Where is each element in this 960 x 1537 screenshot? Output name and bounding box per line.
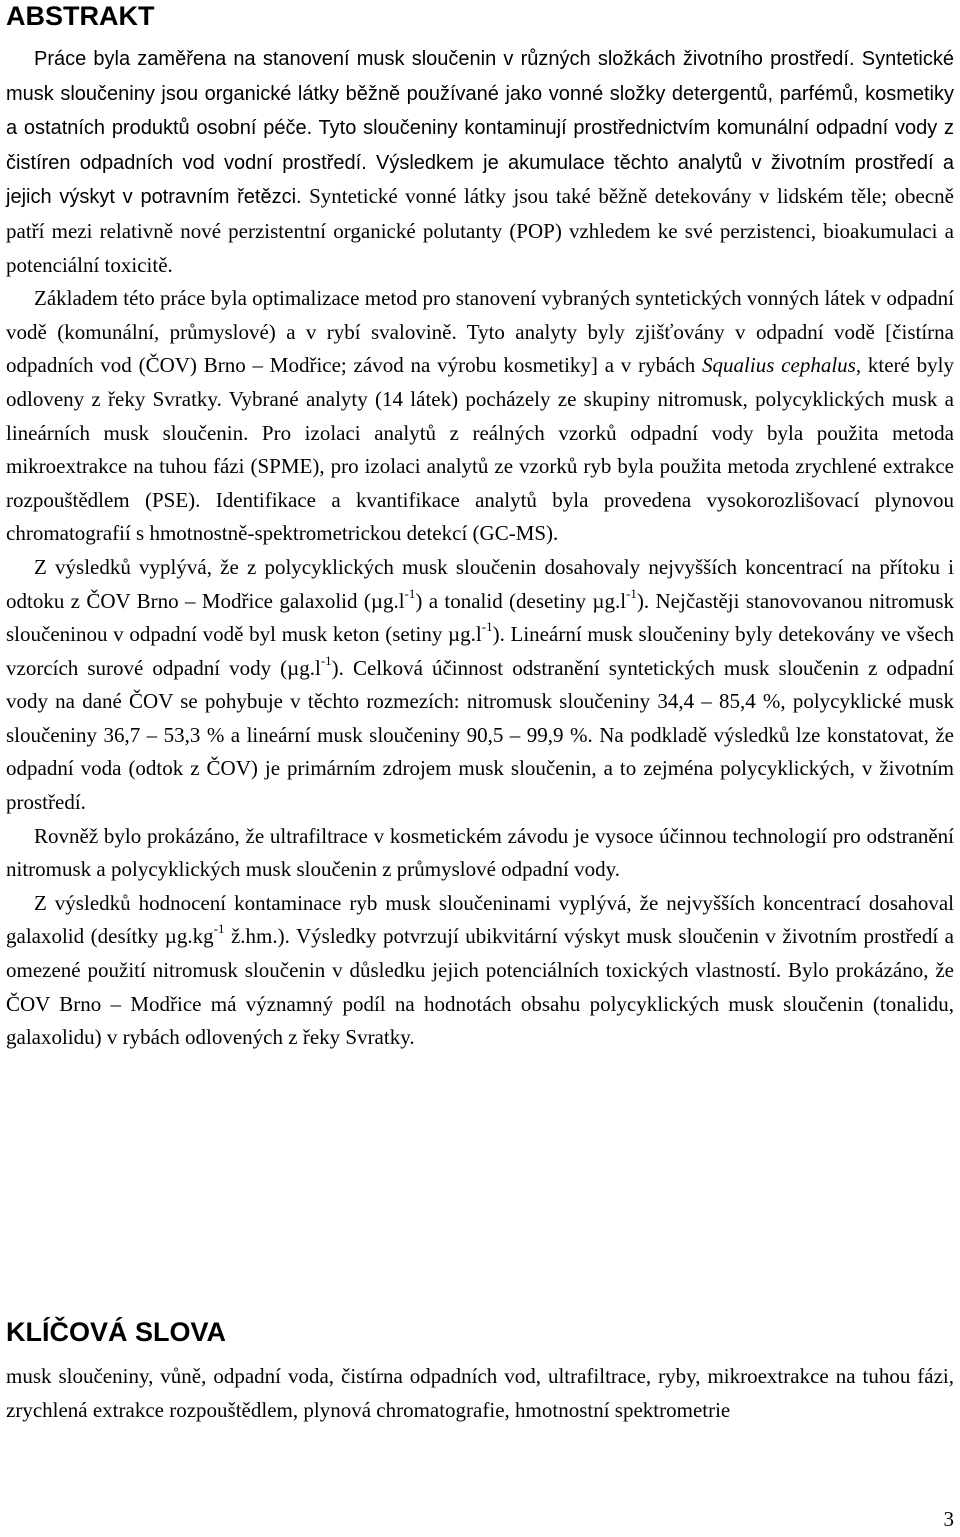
abstract-paragraph-1 <box>6 42 954 282</box>
abstract-paragraph-2 <box>6 282 954 551</box>
keywords-list: musk sloučeniny, vůně, odpadní voda, čistírna odpadních vod, ultrafiltrace, ryby, mikroextrakce na tuhou fázi, zrychlená extrakce rozpouštědlem, plynová chromatografie, hmotnostní spektrometrie <box>6 1364 954 1422</box>
keywords-heading: KLÍČOVÁ SLOVA <box>6 1317 227 1347</box>
abstract-p2-text-b: , které byly odloveny z řeky Svratky. Vybrané analyty (14 látek) pocházely ze skupiny nitromusk, polycyklických musk a lineárních musk sloučenin. Pro izolaci analytů z reálných vzorků odpadní vody byla použita metoda mikroextrakce na tuhou fázi (SPME), pro izolaci analytů ze vzorků ryb byla použita metoda zrychlené extrakce rozpouštědlem (PSE). Identifikace a kvantifikace analytů byla provedena vysokorozlišovací plynovou chromatografií s hmotnostně-spektrometrickou detekcí (GC-MS). <box>6 353 954 546</box>
abstract-paragraph-4: Rovněž bylo prokázáno, že ultrafiltrace v kosmetickém závodu je vysoce účinnou technologií pro odstranění nitromusk a polycyklických musk sloučenin z průmyslové odpadní vody. <box>6 823 954 882</box>
abstract-p5-text-b: ž.hm.). Výsledky potvrzují ubikvitární výskyt musk sloučenin v životním prostředí a omezené použití nitromusk sloučenin v důsledku jejich potenciálních toxických vlastností. Bylo prokázáno, že ČOV Brno – Modřice má významný podíl na hodnotách obsahu polycyklických musk sloučenin (tonalidu, galaxolidu) v rybách odlovených z řeky Svratky. <box>6 924 954 1050</box>
abstract-heading: ABSTRAKT <box>6 1 155 31</box>
abstract-p5-text-a: Z výsledků hodnocení kontaminace ryb musk sloučeninami vyplývá, že nejvyšších koncentrací dosahoval galaxolid (desítky µg.kg <box>6 890 954 949</box>
abstract-p3-text-d: ). Lineární musk sloučeniny byly detekovány ve všech vzorcích surové odpadní vody (µg.l <box>6 622 954 680</box>
abstract-p3-text-b: ) a tonalid (desetiny µg.l <box>415 588 627 613</box>
unit-exponent: -1 <box>320 652 332 668</box>
abstract-p2-text-a: Základem této práce byla optimalizace metod pro stanovení vybraných syntetických vonných látek v odpadní vodě (komunální, průmyslové) a v rybí svalovině. Tyto analyty byly zjišťovány v odpadní vodě [čistírna odpadních vod (ČOV) Brno – Modřice; závod na výrobu kosmetiky] a v rybách <box>6 286 954 378</box>
abstract-p3-text-a: Z výsledků vyplývá, že z polycyklických musk sloučenin dosahovaly nejvyšších koncentrací na přítoku i odtoku z ČOV Brno – Modřice galaxolid (µg.l <box>6 554 954 613</box>
abstract-paragraph-3 <box>6 551 954 820</box>
abstract-paragraph-5 <box>6 887 954 1055</box>
unit-exponent: -1 <box>626 585 637 601</box>
abstract-body <box>6 42 954 1055</box>
abstract-p1-sentence-block: Práce byla zaměřena na stanovení musk sloučenin v různých složkách životního prostředí. Syntetické musk sloučeniny jsou organické látky běžně používané jako vonné složky detergentů, parfémů, kosmetiky a ostatních produktů osobní péče. Tyto sloučeniny kontaminují prostřednictvím komunální odpadní vody z čistíren odpadních vod vodní prostředí. Výsledkem je akumulace těchto analytů v životním prostředí a jejich výskyt v potravním řetězci. <box>6 48 954 209</box>
keywords-body <box>6 1360 954 1427</box>
page-number: 3 <box>943 1507 954 1531</box>
abstract-p1-continuation: Syntetické vonné látky jsou také běžně detekovány v lidském těle; obecně patří mezi relativně nové perzistentní organické polutanty (POP) vzhledem ke své perzistenci, bioakumulaci a potenciální toxicitě. <box>6 184 954 277</box>
species-name: Squalius cephalus <box>702 353 856 378</box>
unit-exponent: -1 <box>404 585 416 601</box>
abstract-p3-text-e: ). Celková účinnost odstranění syntetických musk sloučenin z odpadní vody na dané ČOV se pohybuje v těchto rozmezích: nitromusk sloučeniny 34,4 – 85,4 %, polycyklické musk sloučeniny 36,7 – 53,3 % a lineární musk sloučeniny 90,5 – 99,9 %. Na podkladě výsledků lze konstatovat, že odpadní voda (odtok z ČOV) je primárním zdrojem musk sloučenin, a to zejména polycyklických, v životním prostředí. <box>6 655 955 815</box>
unit-exponent: -1 <box>481 619 493 635</box>
abstract-p3-text-c: ). Nejčastěji stanovovanou nitromusk sloučeninou v odpadní vodě byl musk keton (setiny µg.l <box>6 588 954 647</box>
unit-exponent: -1 <box>213 921 225 937</box>
